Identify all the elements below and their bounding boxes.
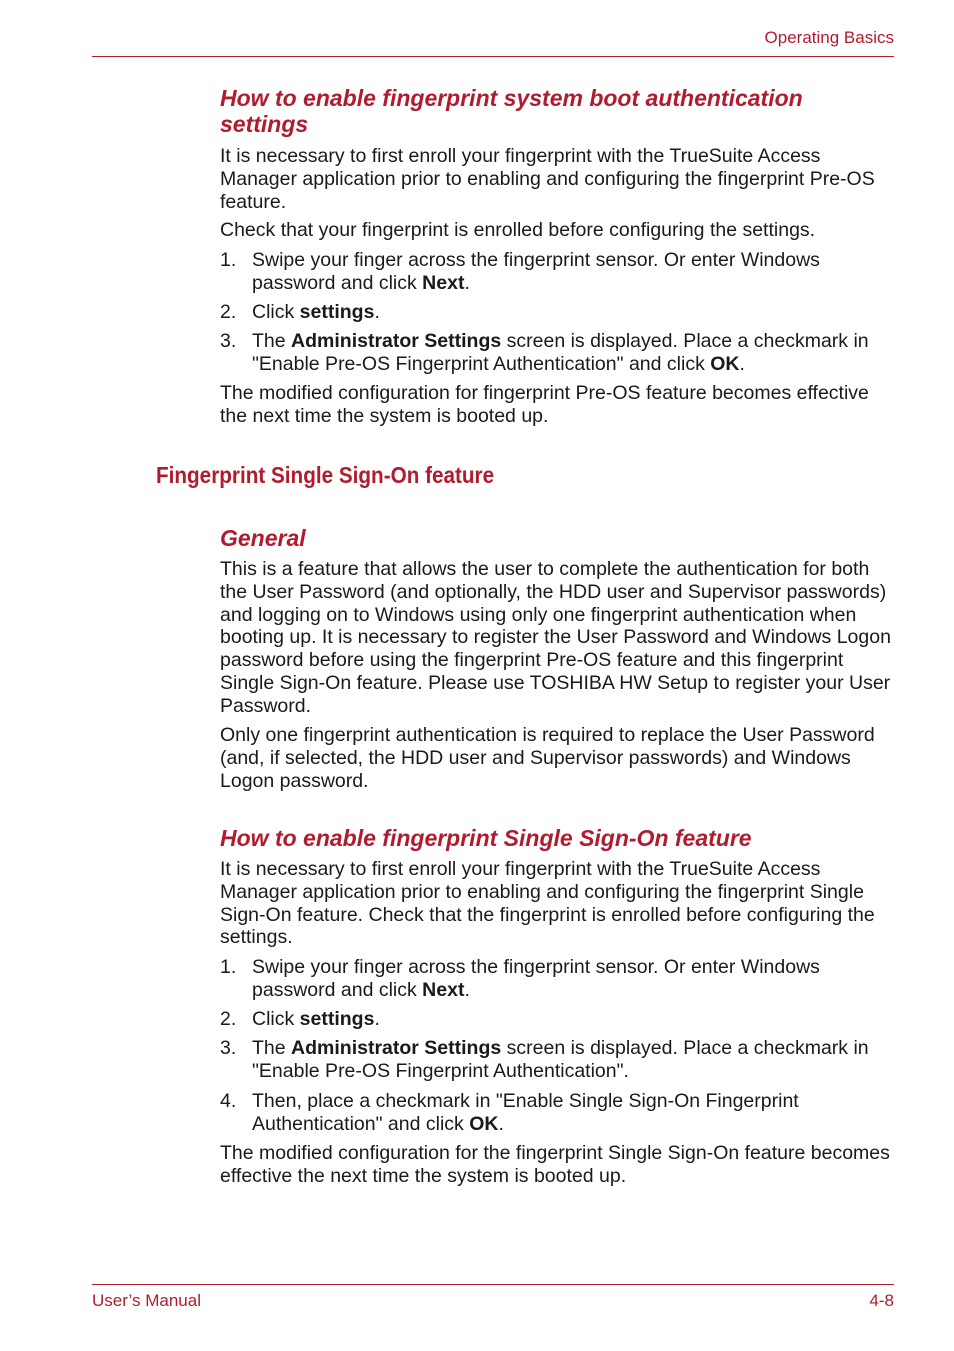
sso-section-title: Fingerprint Single Sign-On feature (156, 462, 495, 488)
sso-step-4: 4. Then, place a checkmark in "Enable Single Sign-On Fingerprint Authentication" and click OK. (220, 1090, 799, 1135)
sso-intro-paragraph: It is necessary to first enroll your fingerprint with the TrueSuite Access Manager application prior to enabling and configuring the fingerprint Single Sign-On feature. Check that the fingerprint is enrolled before configuring the settings. (220, 858, 875, 949)
step-number: 1. (220, 956, 237, 978)
boot-intro-paragraph: It is necessary to first enroll your fingerprint with the TrueSuite Access Manager application prior to enabling and configuring the fingerprint Pre-OS feature. (220, 145, 875, 213)
boot-auth-heading: How to enable fingerprint system boot authentication settings (220, 85, 803, 137)
sso-step-2: 2. Click settings. (220, 1008, 380, 1030)
sso-step-1: 1. Swipe your finger across the fingerprint sensor. Or enter Windows password and click Next. (220, 956, 820, 1001)
step-number: 3. (220, 330, 237, 352)
header-rule (92, 56, 894, 57)
footer-rule (92, 1284, 894, 1285)
boot-outro-paragraph: The modified configuration for fingerprint Pre-OS feature becomes effective the next time the system is booted up. (220, 382, 869, 427)
step-number: 2. (220, 301, 237, 323)
sso-howto-heading: How to enable fingerprint Single Sign-On feature (220, 825, 752, 851)
step-number: 1. (220, 249, 237, 271)
running-head: Operating Basics (764, 28, 894, 47)
step-number: 4. (220, 1090, 237, 1112)
boot-step-1: 1. Swipe your finger across the fingerprint sensor. Or enter Windows password and click Next. (220, 249, 820, 294)
page-number: 4-8 (869, 1291, 894, 1310)
general-paragraph-1: This is a feature that allows the user to complete the authentication for both the User Password (and optionally, the HDD user and Supervisor passwords) and logging on to Windows using only one fingerprint authentication when booting up. It is necessary to register the User Password and Windows Logon password before using the fingerprint Pre-OS feature and this fingerprint Single Sign-On feature. Please use TOSHIBA HW Setup to register your User Password. (220, 558, 891, 717)
boot-step-2: 2. Click settings. (220, 301, 380, 323)
general-paragraph-2: Only one fingerprint authentication is required to replace the User Password (and, if selected, the HDD user and Supervisor passwords) and Windows Logon password. (220, 724, 875, 792)
sso-outro-paragraph: The modified configuration for the fingerprint Single Sign-On feature becomes effective the next time the system is booted up. (220, 1142, 890, 1187)
step-number: 3. (220, 1037, 237, 1059)
boot-step-3: 3. The Administrator Settings screen is displayed. Place a checkmark in "Enable Pre-OS Fingerprint Authentication" and click OK. (220, 330, 869, 375)
boot-check-paragraph: Check that your fingerprint is enrolled before configuring the settings. (220, 219, 816, 241)
general-heading: General (220, 525, 306, 551)
sso-step-3: 3. The Administrator Settings screen is displayed. Place a checkmark in "Enable Pre-OS Fingerprint Authentication". (220, 1037, 869, 1082)
step-number: 2. (220, 1008, 237, 1030)
footer-manual-title: User’s Manual (92, 1291, 201, 1310)
